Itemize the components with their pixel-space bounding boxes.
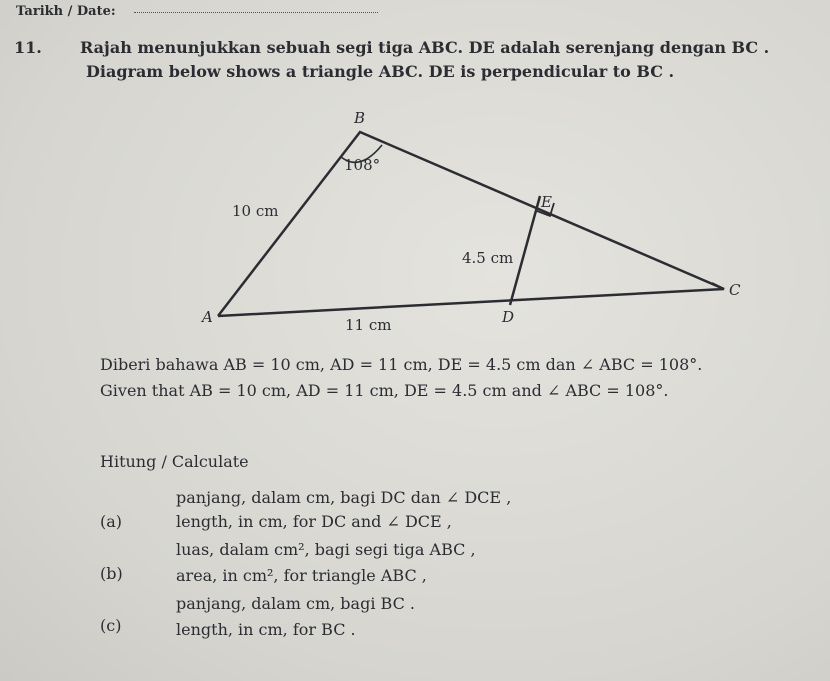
vertex-c-label: C [729,281,741,299]
angle-b-label: 108° [344,156,381,174]
vertex-d-label: D [502,308,515,326]
part-c-english: length, in cm, for BC . [176,620,356,639]
question-number: 11. [14,38,42,57]
line-de [510,196,540,305]
vertex-e-label: E [541,193,552,211]
date-label: Tarikh / Date: [16,4,116,19]
part-c-malay: panjang, dalam cm, bagi BC . [176,594,415,613]
instruction-heading: Hitung / Calculate [100,452,249,471]
side-ab-label: 10 cm [232,202,279,220]
side-de-label: 4.5 cm [462,249,514,267]
question-statement-malay: Rajah menunjukkan sebuah segi tiga ABC. DE adalah serenjang dengan BC . [80,38,770,57]
vertex-b-label: B [354,109,366,127]
part-a-malay: panjang, dalam cm, bagi DC dan ∠ DCE , [176,488,512,507]
part-a-label: (a) [100,512,123,531]
given-english: Given that AB = 10 cm, AD = 11 cm, DE = 4.5 cm and ∠ ABC = 108°. [100,381,669,400]
vertex-a-label: A [202,308,213,326]
triangle-abc-outline [218,132,724,316]
question-statement-english: Diagram below shows a triangle ABC. DE is perpendicular to BC . [86,62,675,81]
part-b-malay: luas, dalam cm², bagi segi tiga ABC , [176,540,476,559]
part-b-english: area, in cm², for triangle ABC , [176,566,427,585]
part-b-label: (b) [100,564,123,583]
side-ad-label: 11 cm [345,316,392,334]
part-c-label: (c) [100,616,122,635]
part-a-english: length, in cm, for DC and ∠ DCE , [176,512,452,531]
given-malay: Diberi bahawa AB = 10 cm, AD = 11 cm, DE = 4.5 cm dan ∠ ABC = 108°. [100,355,703,374]
